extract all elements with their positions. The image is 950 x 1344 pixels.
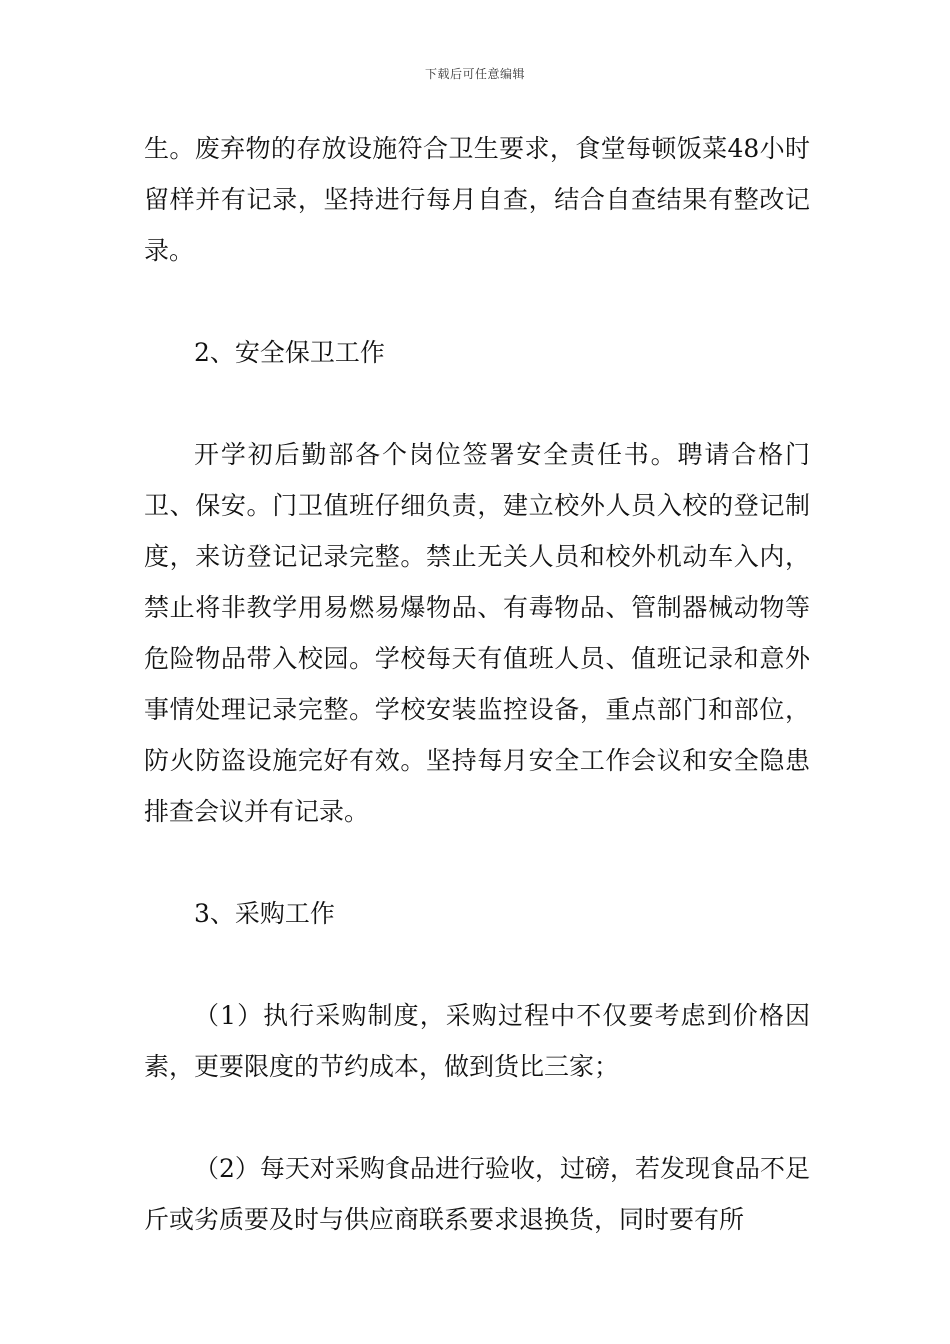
- paragraph-procurement-item-2: （2）每天对采购食品进行验收，过磅，若发现食品不足斤或劣质要及时与供应商联系要求退换货，同时要有所: [144, 1154, 810, 1234]
- paragraph-gap: [144, 939, 810, 990]
- paragraph-sanitation-continued: 生。废弃物的存放设施符合卫生要求，食堂每顿饭菜48小时留样并有记录，坚持进行每月自查，结合自查结果有整改记录。: [144, 134, 810, 265]
- paragraph-gap: [144, 276, 810, 327]
- paragraph-security: 开学初后勤部各个岗位签署安全责任书。聘请合格门卫、保安。门卫值班仔细负责，建立校外人员入校的登记制度，来访登记记录完整。禁止无关人员和校外机动车入内，禁止将非教学用易燃易爆物品、有毒物品、管制器械动物等危险物品带入校园。学校每天有值班人员、值班记录和意外事情处理记录完整。学校安装监控设备，重点部门和部位，防火防盗设施完好有效。坚持每月安全工作会议和安全隐患排查会议并有记录。: [144, 440, 810, 826]
- document-body: [144, 123, 810, 1245]
- section-heading-security: 2、安全保卫工作: [194, 338, 385, 367]
- paragraph-gap: [144, 837, 810, 888]
- section-heading-procurement: 3、采购工作: [194, 899, 335, 928]
- paragraph-gap: [144, 1092, 810, 1143]
- paragraph-gap: [144, 378, 810, 429]
- page-header-note: 下载后可任意编辑: [424, 67, 525, 81]
- paragraph-procurement-item-1: （1）执行采购制度，采购过程中不仅要考虑到价格因素，更要限度的节约成本，做到货比三家；: [144, 1001, 810, 1081]
